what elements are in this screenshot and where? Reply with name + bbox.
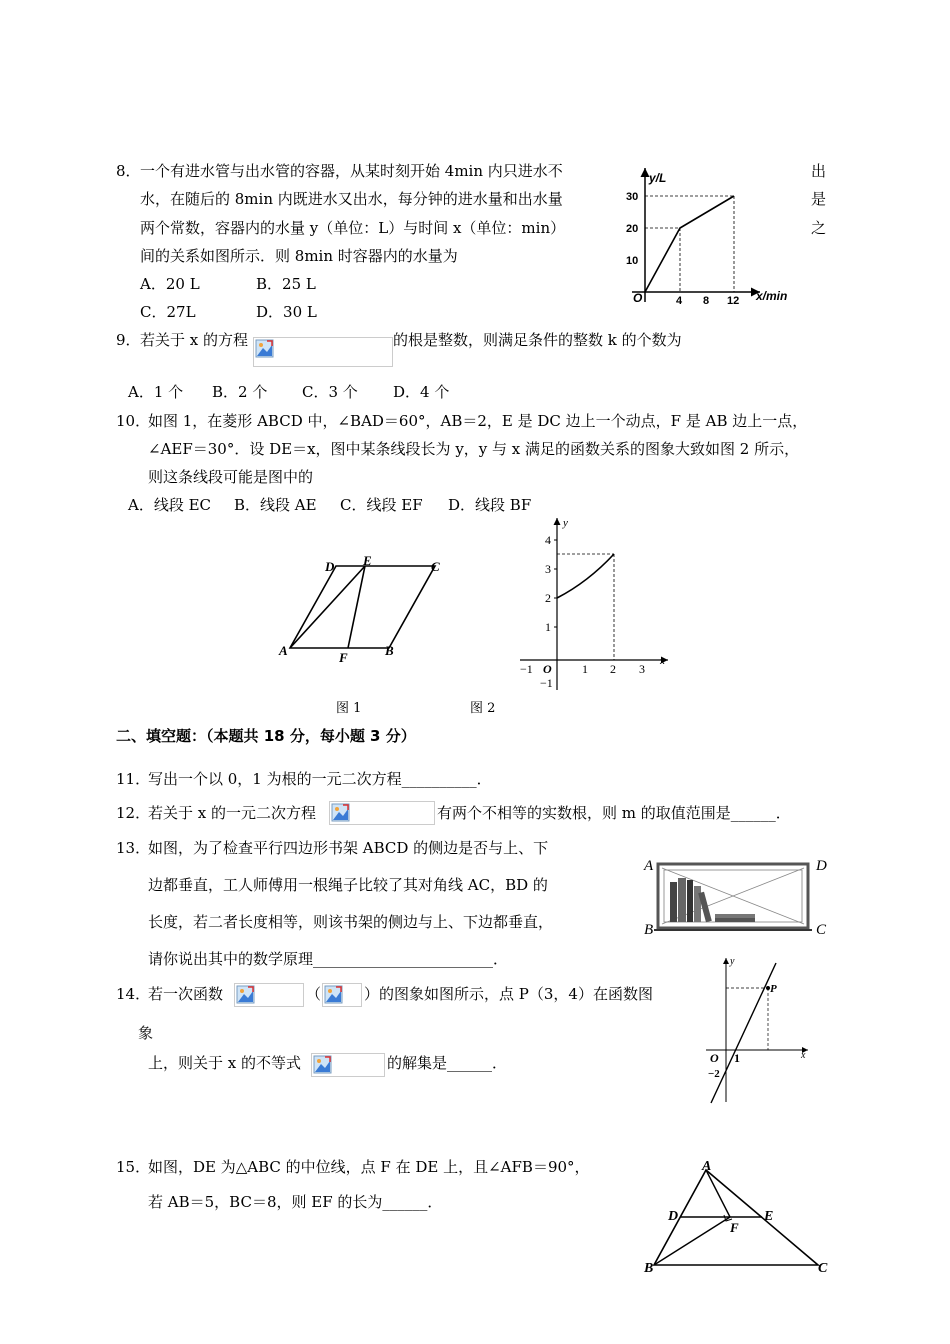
fig1-label-f: F [339, 650, 348, 665]
q12-pre: 若关于 x 的一元二次方程 [148, 804, 316, 822]
q8-ytick-10: 10 [626, 255, 639, 267]
q8-option-b: B．25 L [256, 275, 316, 293]
q14-label-p: P [770, 983, 777, 995]
q14-mid: （ [306, 985, 322, 1003]
q14-line2: 象 [138, 1024, 154, 1042]
q14-mid2: ）的图象如图所示，点 P（3，4）在函数图 [364, 985, 653, 1003]
fig1-label-e: E [363, 553, 372, 568]
q15-line1: 如图，DE 为△ABC 的中位线，点 F 在 DE 上，且∠AFB＝90°， [148, 1158, 590, 1176]
segment-bf [654, 1217, 730, 1265]
q8-line1: 一个有进水管与出水管的容器，从某时刻开始 4min 内只进水不 [140, 162, 563, 180]
q8-option-a: A．20 L [140, 275, 200, 293]
fig1-label-d: D [325, 559, 335, 574]
section-2-title: 二、填空题：（本题共 18 分，每小题 3 分） [116, 727, 416, 745]
q14-graph [700, 950, 815, 1110]
q13-line4: 请你说出其中的数学原理________________________． [148, 950, 509, 968]
q8-ylabel: y/L [649, 171, 667, 185]
q14-ylabel: y [730, 956, 735, 967]
fig2-xlabel: x [660, 655, 665, 667]
fig2-ytick-neg1: −1 [540, 676, 553, 690]
q8-line3: 两个常数，容器内的水量 y（单位：L）与时间 x（单位：min） [140, 219, 566, 237]
q15-line2: 若 AB＝5，BC＝8，则 EF 的长为______． [148, 1193, 443, 1211]
q8-xlabel: x/min [756, 289, 788, 303]
q8-graph [620, 162, 800, 310]
tri-label-b: B [644, 1261, 654, 1276]
q9-option-c: C．3 个 [302, 383, 358, 401]
tri-label-d: D [668, 1209, 679, 1224]
q11-text: 写出一个以 0，1 为根的一元二次方程__________． [148, 770, 492, 788]
fig2-xtick-2: 2 [610, 662, 616, 676]
q8-origin: O [633, 291, 643, 305]
tri-label-a: A [702, 1159, 712, 1174]
q10-option-b: B．线段 AE [234, 496, 317, 514]
fig2-caption: 图 2 [470, 701, 496, 716]
fig2-ytick-4: 4 [545, 533, 551, 547]
shelf-label-a: A [644, 858, 654, 874]
fig2-xtick-neg1: −1 [520, 662, 533, 676]
q8-line3-end: 之 [811, 219, 827, 237]
q15-triangle-figure [640, 1158, 840, 1276]
q8-xtick-8: 8 [703, 295, 710, 307]
segment-ae [290, 566, 365, 648]
broken-image-icon [331, 803, 351, 823]
broken-image-icon [255, 339, 275, 359]
shelf-label-b: B [644, 922, 654, 938]
segment-ef [348, 566, 365, 648]
q8-graph-line [645, 196, 734, 292]
q9-post: 的根是整数，则满足条件的整数 k 的个数为 [393, 331, 682, 349]
q10-option-a: A．线段 EC [128, 496, 212, 514]
tri-label-f: F [730, 1220, 739, 1235]
q8-xtick-12: 12 [727, 295, 740, 307]
q14-condition-image [322, 983, 362, 1007]
fig2-ytick-2: 2 [545, 591, 551, 605]
q14-function-line [711, 963, 776, 1103]
q14-function-image [234, 983, 304, 1007]
tri-label-e: E [764, 1209, 774, 1224]
q10-line2: ∠AEF＝30°．设 DE＝x，图中某条线段长为 y，y 与 x 满足的函数关系的图象大致如图 2 所示， [148, 440, 800, 458]
q12-equation-image [329, 801, 435, 825]
q9-number: 9． [116, 331, 141, 349]
q8-line2-end: 是 [811, 190, 827, 208]
fig2-ytick-1: 1 [545, 620, 551, 634]
fig2-xtick-3: 3 [639, 662, 645, 676]
fig1-label-b: B [385, 643, 394, 658]
q8-option-d: D．30 L [256, 303, 317, 321]
q13-number: 13． [116, 839, 151, 857]
q8-ytick-30: 30 [626, 191, 639, 203]
q12-number: 12． [116, 804, 151, 822]
fig1-label-c: C [431, 559, 440, 574]
tri-label-c: C [818, 1261, 828, 1276]
fig2-origin: O [543, 662, 552, 676]
q13-line3: 长度，若二者长度相等，则该书架的侧边与上、下边都垂直， [148, 913, 554, 931]
broken-image-icon [236, 985, 256, 1005]
segment-af [706, 1170, 730, 1217]
q8-number: 8． [116, 162, 141, 180]
fig1-caption: 图 1 [336, 701, 362, 716]
q14-inequality-image [311, 1053, 385, 1077]
fig2-xtick-1: 1 [582, 662, 588, 676]
q10-line1: 如图 1，在菱形 ABCD 中，∠BAD＝60°，AB＝2，E 是 DC 边上一个动点，F 是 AB 边上一点， [148, 412, 808, 430]
q8-option-c: C．27L [140, 303, 196, 321]
q11-number: 11． [116, 770, 151, 788]
q8-ytick-20: 20 [626, 223, 639, 235]
q9-equation-image [253, 337, 393, 367]
q10-option-d: D．线段 BF [448, 496, 532, 514]
q8-line2: 水，在随后的 8min 内既进水又出水，每分钟的进水量和出水量 [140, 190, 563, 208]
q10-figure-2 [510, 512, 675, 692]
q9-option-d: D．4 个 [393, 383, 450, 401]
q14-xlabel: x [801, 1050, 806, 1061]
q8-xtick-4: 4 [676, 295, 683, 307]
q13-line1: 如图，为了检查平行四边形书架 ABCD 的侧边是否与上、下 [148, 839, 549, 857]
q14-xtick-1: 1 [734, 1051, 740, 1065]
q10-line3: 则这条线段可能是图中的 [148, 468, 314, 486]
q14-origin: O [710, 1051, 719, 1065]
fig2-ylabel: y [563, 517, 568, 529]
q12-post: 有两个不相等的实数根，则 m 的取值范围是______． [437, 804, 791, 822]
fig2-ytick-3: 3 [545, 562, 551, 576]
q14-pre: 若一次函数 [148, 985, 224, 1003]
broken-image-icon [313, 1055, 333, 1075]
q9-option-a: A．1 个 [128, 383, 184, 401]
q14-line3-pre: 上，则关于 x 的不等式 [148, 1054, 301, 1072]
q13-bookshelf-figure [640, 852, 835, 938]
q13-line2: 边都垂直，工人师傅用一根绳子比较了其对角线 AC，BD 的 [148, 876, 548, 894]
q9-pre: 若关于 x 的方程 [140, 331, 248, 349]
q14-number: 14． [116, 985, 151, 1003]
q14-ytick-neg2: −2 [708, 1068, 720, 1080]
q8-line1-end: 出 [811, 162, 827, 180]
q10-figure-1 [275, 552, 450, 667]
q15-number: 15． [116, 1158, 151, 1176]
shelf-label-c: C [816, 922, 827, 938]
q10-number: 10． [116, 412, 151, 430]
broken-image-icon [324, 985, 344, 1005]
books [670, 878, 755, 922]
q8-line4: 间的关系如图所示．则 8min 时容器内的水量为 [140, 247, 458, 265]
fig1-label-a: A [279, 643, 288, 658]
q9-option-b: B．2 个 [212, 383, 268, 401]
q14-line3-post: 的解集是______． [387, 1054, 508, 1072]
shelf-label-d: D [816, 858, 827, 874]
fig2-curve [557, 554, 614, 598]
q10-option-c: C．线段 EF [340, 496, 423, 514]
